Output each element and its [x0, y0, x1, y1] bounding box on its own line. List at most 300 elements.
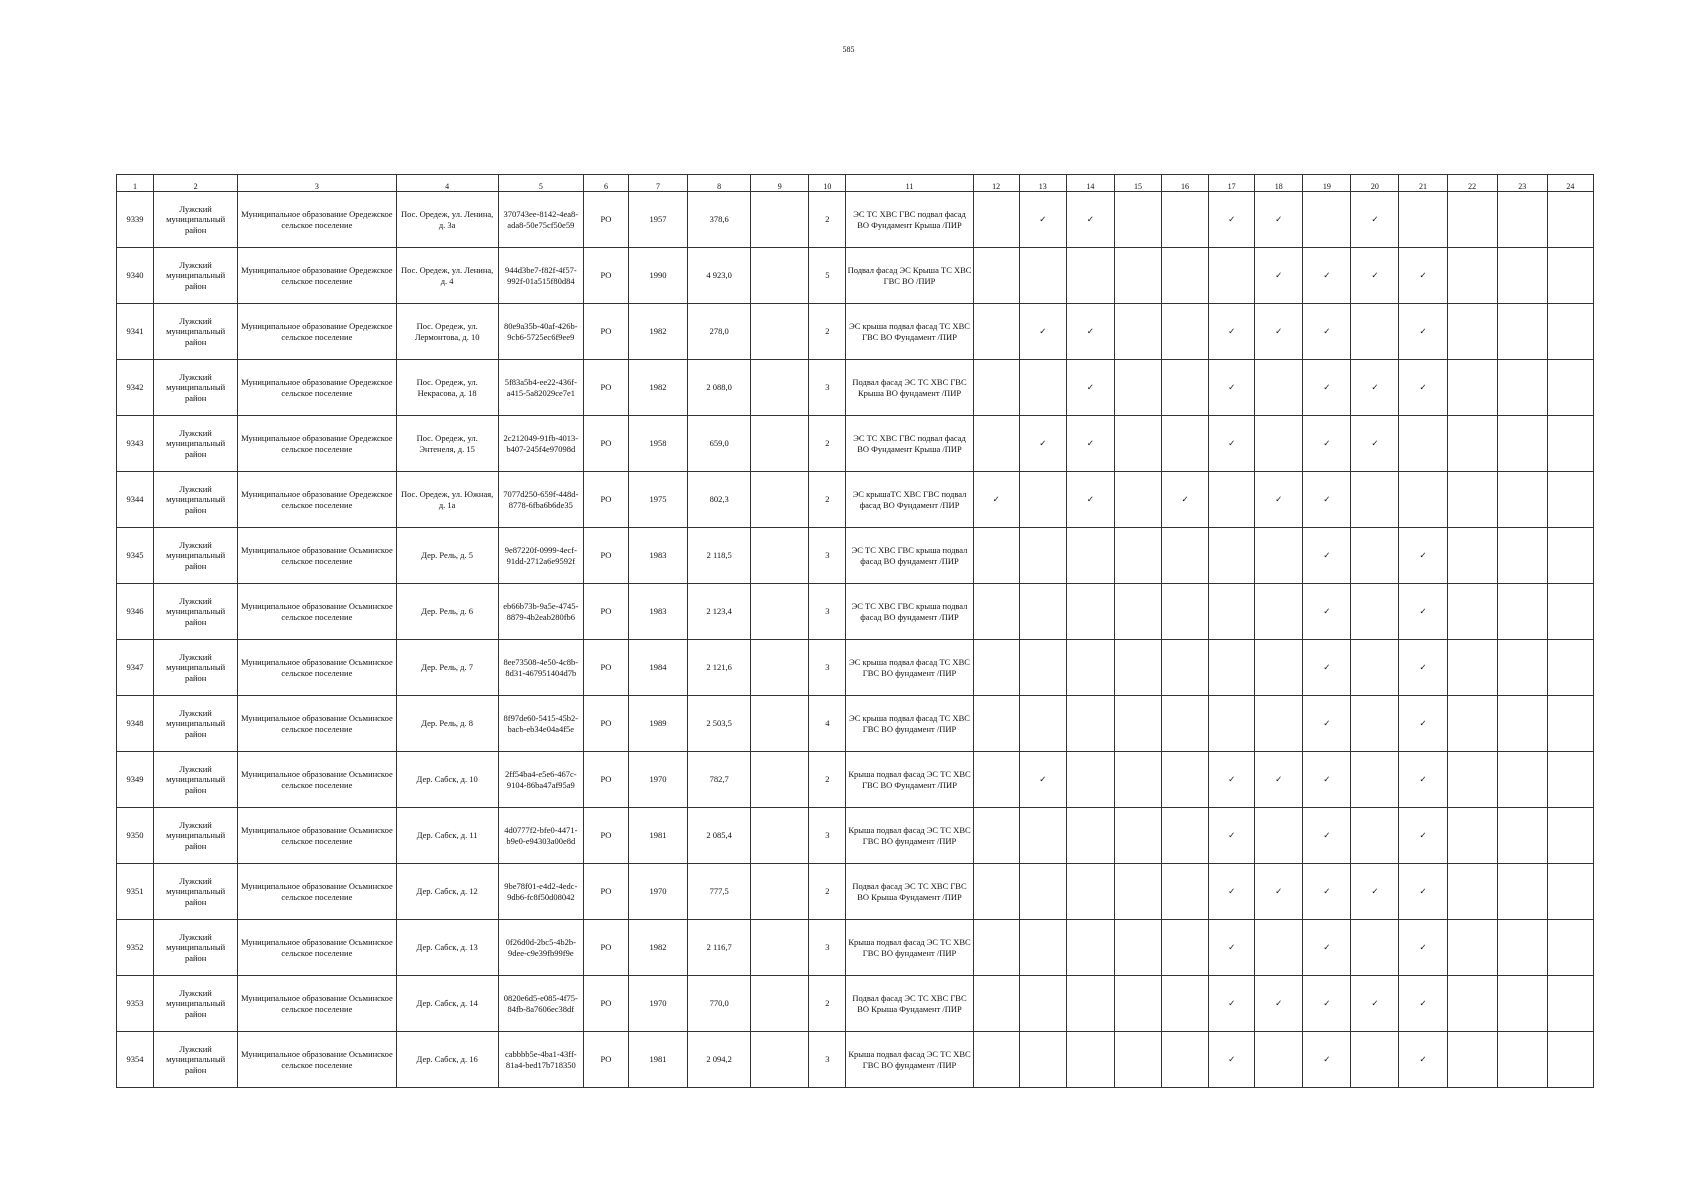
district-cell: Лужский муниципальный район: [154, 304, 238, 360]
empty-cell: [1547, 248, 1593, 304]
empty-cell: [1497, 360, 1547, 416]
empty-cell: [1547, 472, 1593, 528]
empty-cell: [1255, 808, 1303, 864]
row-number-cell: 9352: [117, 920, 154, 976]
works-list-cell: ЭС ТС ХВС ГВС подвал фасад ВО Фундамент Крыша /ПИР: [846, 192, 973, 248]
empty-cell: [1019, 864, 1066, 920]
address-cell: Пос. Оредеж, ул. Южная, д. 1а: [396, 472, 498, 528]
empty-cell: [1497, 472, 1547, 528]
table-row: [117, 920, 1594, 976]
empty-cell: [973, 696, 1019, 752]
empty-cell: [1447, 528, 1497, 584]
empty-cell: [1114, 752, 1161, 808]
empty-cell: [1209, 640, 1255, 696]
empty-cell: [1066, 1032, 1114, 1088]
year-cell: 1970: [628, 864, 687, 920]
municipality-cell: Муниципальное образование Осьминское сельское поселение: [238, 640, 396, 696]
row-number-cell: 9344: [117, 472, 154, 528]
check-mark-icon: ✓: [1399, 976, 1447, 1032]
municipality-cell: Муниципальное образование Осьминское сельское поселение: [238, 808, 396, 864]
check-mark-icon: ✓: [1303, 528, 1351, 584]
floors-cell: 3: [809, 360, 846, 416]
column-header: 11: [846, 175, 973, 192]
empty-cell: [1255, 416, 1303, 472]
row-number-cell: 9353: [117, 976, 154, 1032]
empty-cell: [1066, 920, 1114, 976]
column-9-cell: [751, 640, 809, 696]
table-row: [117, 752, 1594, 808]
check-mark-icon: ✓: [1303, 1032, 1351, 1088]
check-mark-icon: ✓: [1399, 808, 1447, 864]
district-cell: Лужский муниципальный район: [154, 808, 238, 864]
address-cell: Пос. Оредеж, ул. Лермонтова, д. 10: [396, 304, 498, 360]
empty-cell: [973, 864, 1019, 920]
empty-cell: [1066, 752, 1114, 808]
address-cell: Дер. Рель, д. 6: [396, 584, 498, 640]
row-number-cell: 9347: [117, 640, 154, 696]
year-cell: 1983: [628, 528, 687, 584]
check-mark-icon: ✓: [1399, 304, 1447, 360]
guid-cell: 4d0777f2-bfe0-4471-b9e0-e94303a00e8d: [498, 808, 583, 864]
table-row: [117, 584, 1594, 640]
floors-cell: 2: [809, 416, 846, 472]
empty-cell: [1255, 1032, 1303, 1088]
address-cell: Пос. Оредеж, ул. Ленина, д. 4: [396, 248, 498, 304]
column-header: 15: [1114, 175, 1161, 192]
empty-cell: [1547, 696, 1593, 752]
empty-cell: [973, 584, 1019, 640]
empty-cell: [1162, 528, 1209, 584]
empty-cell: [1447, 584, 1497, 640]
floors-cell: 3: [809, 808, 846, 864]
column-header: 10: [809, 175, 846, 192]
empty-cell: [1209, 528, 1255, 584]
table-body: [117, 192, 1594, 1088]
check-mark-icon: ✓: [1019, 304, 1066, 360]
row-number-cell: 9339: [117, 192, 154, 248]
works-list-cell: Подвал фасад ЭС ТС ХВС ГВС Крыша ВО фундамент /ПИР: [846, 360, 973, 416]
empty-cell: [1399, 416, 1447, 472]
check-mark-icon: ✓: [1303, 416, 1351, 472]
empty-cell: [1447, 640, 1497, 696]
empty-cell: [1351, 304, 1399, 360]
column-9-cell: [751, 1032, 809, 1088]
empty-cell: [1019, 808, 1066, 864]
empty-cell: [1447, 472, 1497, 528]
municipality-cell: Муниципальное образование Осьминское сельское поселение: [238, 584, 396, 640]
empty-cell: [1351, 696, 1399, 752]
check-mark-icon: ✓: [1351, 248, 1399, 304]
empty-cell: [1547, 864, 1593, 920]
empty-cell: [1162, 640, 1209, 696]
check-mark-icon: ✓: [1255, 248, 1303, 304]
empty-cell: [1497, 976, 1547, 1032]
floors-cell: 3: [809, 584, 846, 640]
empty-cell: [1351, 920, 1399, 976]
empty-cell: [1399, 472, 1447, 528]
area-cell: 2 123,4: [688, 584, 751, 640]
empty-cell: [1114, 696, 1161, 752]
empty-cell: [1351, 640, 1399, 696]
empty-cell: [1162, 584, 1209, 640]
municipality-cell: Муниципальное образование Оредежское сельское поселение: [238, 192, 396, 248]
table-row: [117, 248, 1594, 304]
table-row: [117, 976, 1594, 1032]
column-header: 23: [1497, 175, 1547, 192]
table-row: [117, 472, 1594, 528]
empty-cell: [1019, 360, 1066, 416]
empty-cell: [1303, 192, 1351, 248]
guid-cell: cabbbb5e-4ba1-43ff-81a4-bed17b718350: [498, 1032, 583, 1088]
empty-cell: [1162, 416, 1209, 472]
empty-cell: [1114, 976, 1161, 1032]
municipality-cell: Муниципальное образование Осьминское сельское поселение: [238, 1032, 396, 1088]
area-cell: 2 085,4: [688, 808, 751, 864]
address-cell: Дер. Рель, д. 5: [396, 528, 498, 584]
area-cell: 378,6: [688, 192, 751, 248]
column-header: 1: [117, 175, 154, 192]
check-mark-icon: ✓: [1066, 192, 1114, 248]
empty-cell: [973, 976, 1019, 1032]
empty-cell: [1547, 528, 1593, 584]
check-mark-icon: ✓: [1255, 192, 1303, 248]
district-cell: Лужский муниципальный район: [154, 976, 238, 1032]
empty-cell: [1547, 808, 1593, 864]
works-list-cell: ЭС ТС ХВС ГВС крыша подвал фасад ВО фундамент /ПИР: [846, 528, 973, 584]
check-mark-icon: ✓: [1303, 920, 1351, 976]
empty-cell: [1162, 976, 1209, 1032]
capital-repair-table: [116, 174, 1594, 1088]
column-header: 7: [628, 175, 687, 192]
area-cell: 659,0: [688, 416, 751, 472]
empty-cell: [973, 304, 1019, 360]
column-9-cell: [751, 976, 809, 1032]
check-mark-icon: ✓: [1399, 1032, 1447, 1088]
check-mark-icon: ✓: [1399, 864, 1447, 920]
address-cell: Пос. Оредеж, ул. Ленина, д. 3а: [396, 192, 498, 248]
year-cell: 1982: [628, 920, 687, 976]
table-row: [117, 696, 1594, 752]
year-cell: 1982: [628, 304, 687, 360]
area-cell: 777,5: [688, 864, 751, 920]
check-mark-icon: ✓: [1066, 360, 1114, 416]
type-cell: РО: [583, 192, 628, 248]
empty-cell: [1497, 416, 1547, 472]
municipality-cell: Муниципальное образование Осьминское сельское поселение: [238, 976, 396, 1032]
check-mark-icon: ✓: [1303, 752, 1351, 808]
empty-cell: [1162, 1032, 1209, 1088]
empty-cell: [1066, 248, 1114, 304]
column-9-cell: [751, 248, 809, 304]
area-cell: 782,7: [688, 752, 751, 808]
column-9-cell: [751, 864, 809, 920]
floors-cell: 3: [809, 640, 846, 696]
check-mark-icon: ✓: [1255, 472, 1303, 528]
page-number: 585: [842, 45, 855, 54]
municipality-cell: Муниципальное образование Оредежское сельское поселение: [238, 416, 396, 472]
column-header: 16: [1162, 175, 1209, 192]
empty-cell: [1497, 696, 1547, 752]
column-header: 5: [498, 175, 583, 192]
type-cell: РО: [583, 752, 628, 808]
works-list-cell: ЭС крыша подвал фасад ТС ХВС ГВС ВО фундамент /ПИР: [846, 640, 973, 696]
empty-cell: [1447, 416, 1497, 472]
check-mark-icon: ✓: [1303, 808, 1351, 864]
empty-cell: [1447, 360, 1497, 416]
district-cell: Лужский муниципальный район: [154, 528, 238, 584]
type-cell: РО: [583, 472, 628, 528]
address-cell: Дер. Сабск, д. 13: [396, 920, 498, 976]
empty-cell: [973, 248, 1019, 304]
row-number-cell: 9348: [117, 696, 154, 752]
empty-cell: [1019, 696, 1066, 752]
check-mark-icon: ✓: [1162, 472, 1209, 528]
guid-cell: 9be78f01-e4d2-4edc-9db6-fc8f50d08042: [498, 864, 583, 920]
floors-cell: 3: [809, 1032, 846, 1088]
district-cell: Лужский муниципальный район: [154, 696, 238, 752]
address-cell: Дер. Сабск, д. 10: [396, 752, 498, 808]
header-row: [117, 175, 1594, 192]
floors-cell: 3: [809, 920, 846, 976]
column-9-cell: [751, 472, 809, 528]
check-mark-icon: ✓: [1351, 976, 1399, 1032]
empty-cell: [1547, 416, 1593, 472]
year-cell: 1975: [628, 472, 687, 528]
empty-cell: [1547, 920, 1593, 976]
address-cell: Дер. Сабск, д. 16: [396, 1032, 498, 1088]
empty-cell: [1547, 304, 1593, 360]
empty-cell: [1547, 752, 1593, 808]
type-cell: РО: [583, 528, 628, 584]
year-cell: 1981: [628, 1032, 687, 1088]
empty-cell: [1447, 696, 1497, 752]
table-row: [117, 640, 1594, 696]
area-cell: 2 094,2: [688, 1032, 751, 1088]
municipality-cell: Муниципальное образование Осьминское сельское поселение: [238, 752, 396, 808]
empty-cell: [1255, 696, 1303, 752]
municipality-cell: Муниципальное образование Осьминское сельское поселение: [238, 528, 396, 584]
empty-cell: [1351, 1032, 1399, 1088]
works-list-cell: Подвал фасад ЭС ТС ХВС ГВС ВО Крыша Фундамент /ПИР: [846, 864, 973, 920]
check-mark-icon: ✓: [1209, 976, 1255, 1032]
check-mark-icon: ✓: [1303, 640, 1351, 696]
empty-cell: [1066, 976, 1114, 1032]
type-cell: РО: [583, 1032, 628, 1088]
empty-cell: [1399, 192, 1447, 248]
table-row: [117, 192, 1594, 248]
column-9-cell: [751, 808, 809, 864]
check-mark-icon: ✓: [1399, 584, 1447, 640]
empty-cell: [1114, 1032, 1161, 1088]
guid-cell: 5f83a5b4-ee22-436f-a415-5a82029ce7e1: [498, 360, 583, 416]
table-row: [117, 864, 1594, 920]
empty-cell: [1351, 584, 1399, 640]
works-list-cell: Крыша подвал фасад ЭС ТС ХВС ГВС ВО фундамент /ПИР: [846, 1032, 973, 1088]
empty-cell: [973, 1032, 1019, 1088]
empty-cell: [1547, 584, 1593, 640]
check-mark-icon: ✓: [1303, 696, 1351, 752]
works-list-cell: ЭС ТС ХВС ГВС подвал фасад ВО Фундамент Крыша /ПИР: [846, 416, 973, 472]
empty-cell: [1447, 976, 1497, 1032]
check-mark-icon: ✓: [1351, 192, 1399, 248]
column-header: 13: [1019, 175, 1066, 192]
empty-cell: [1162, 920, 1209, 976]
empty-cell: [1019, 920, 1066, 976]
check-mark-icon: ✓: [1399, 640, 1447, 696]
empty-cell: [1447, 304, 1497, 360]
empty-cell: [1162, 864, 1209, 920]
column-header: 6: [583, 175, 628, 192]
column-header: 19: [1303, 175, 1351, 192]
empty-cell: [1114, 528, 1161, 584]
guid-cell: 2c212049-91fb-4013-b407-245f4e97098d: [498, 416, 583, 472]
empty-cell: [1351, 808, 1399, 864]
year-cell: 1984: [628, 640, 687, 696]
address-cell: Дер. Сабск, д. 12: [396, 864, 498, 920]
area-cell: 2 116,7: [688, 920, 751, 976]
municipality-cell: Муниципальное образование Осьминское сельское поселение: [238, 696, 396, 752]
empty-cell: [973, 640, 1019, 696]
check-mark-icon: ✓: [1209, 304, 1255, 360]
guid-cell: 7077d250-659f-448d-8778-6fba6b6de35: [498, 472, 583, 528]
type-cell: РО: [583, 360, 628, 416]
check-mark-icon: ✓: [1255, 976, 1303, 1032]
column-header: 22: [1447, 175, 1497, 192]
check-mark-icon: ✓: [1351, 416, 1399, 472]
empty-cell: [1209, 248, 1255, 304]
column-9-cell: [751, 192, 809, 248]
empty-cell: [1547, 640, 1593, 696]
floors-cell: 4: [809, 696, 846, 752]
guid-cell: 944d3be7-f82f-4f57-992f-01a515f80d84: [498, 248, 583, 304]
empty-cell: [1497, 752, 1547, 808]
check-mark-icon: ✓: [1399, 752, 1447, 808]
address-cell: Дер. Рель, д. 8: [396, 696, 498, 752]
works-list-cell: ЭС крыша подвал фасад ТС ХВС ГВС ВО фундамент /ПИР: [846, 696, 973, 752]
guid-cell: 8f97de60-5415-45b2-bacb-eb34e04a4f5e: [498, 696, 583, 752]
district-cell: Лужский муниципальный район: [154, 1032, 238, 1088]
type-cell: РО: [583, 696, 628, 752]
empty-cell: [1019, 584, 1066, 640]
empty-cell: [1209, 584, 1255, 640]
area-cell: 278,0: [688, 304, 751, 360]
empty-cell: [1255, 584, 1303, 640]
check-mark-icon: ✓: [1399, 528, 1447, 584]
municipality-cell: Муниципальное образование Оредежское сельское поселение: [238, 248, 396, 304]
address-cell: Дер. Сабск, д. 14: [396, 976, 498, 1032]
empty-cell: [1019, 248, 1066, 304]
works-list-cell: Подвал фасад ЭС ТС ХВС ГВС ВО Крыша Фундамент /ПИР: [846, 976, 973, 1032]
check-mark-icon: ✓: [1303, 472, 1351, 528]
check-mark-icon: ✓: [1209, 808, 1255, 864]
guid-cell: 8ee73508-4e50-4c8b-8d31-467951404d7b: [498, 640, 583, 696]
check-mark-icon: ✓: [1209, 416, 1255, 472]
type-cell: РО: [583, 976, 628, 1032]
municipality-cell: Муниципальное образование Оредежское сельское поселение: [238, 360, 396, 416]
empty-cell: [1547, 976, 1593, 1032]
municipality-cell: Муниципальное образование Осьминское сельское поселение: [238, 864, 396, 920]
empty-cell: [973, 360, 1019, 416]
row-number-cell: 9341: [117, 304, 154, 360]
check-mark-icon: ✓: [1303, 976, 1351, 1032]
check-mark-icon: ✓: [1019, 752, 1066, 808]
column-header: 18: [1255, 175, 1303, 192]
floors-cell: 3: [809, 528, 846, 584]
column-9-cell: [751, 752, 809, 808]
district-cell: Лужский муниципальный район: [154, 472, 238, 528]
area-cell: 2 503,5: [688, 696, 751, 752]
column-header: 9: [751, 175, 809, 192]
type-cell: РО: [583, 416, 628, 472]
address-cell: Дер. Сабск, д. 11: [396, 808, 498, 864]
district-cell: Лужский муниципальный район: [154, 360, 238, 416]
empty-cell: [1114, 304, 1161, 360]
type-cell: РО: [583, 808, 628, 864]
check-mark-icon: ✓: [1399, 920, 1447, 976]
empty-cell: [1162, 304, 1209, 360]
check-mark-icon: ✓: [1255, 864, 1303, 920]
type-cell: РО: [583, 248, 628, 304]
check-mark-icon: ✓: [1209, 360, 1255, 416]
year-cell: 1957: [628, 192, 687, 248]
empty-cell: [1209, 696, 1255, 752]
empty-cell: [1255, 640, 1303, 696]
empty-cell: [1162, 248, 1209, 304]
district-cell: Лужский муниципальный район: [154, 192, 238, 248]
guid-cell: 370743ee-8142-4ea8-ada8-50e75cf50e59: [498, 192, 583, 248]
check-mark-icon: ✓: [1399, 248, 1447, 304]
check-mark-icon: ✓: [1209, 1032, 1255, 1088]
floors-cell: 2: [809, 192, 846, 248]
column-9-cell: [751, 528, 809, 584]
year-cell: 1981: [628, 808, 687, 864]
empty-cell: [973, 416, 1019, 472]
table-row: [117, 528, 1594, 584]
empty-cell: [1162, 752, 1209, 808]
row-number-cell: 9349: [117, 752, 154, 808]
table-row: [117, 304, 1594, 360]
year-cell: 1983: [628, 584, 687, 640]
column-header: 17: [1209, 175, 1255, 192]
type-cell: РО: [583, 584, 628, 640]
works-list-cell: ЭС крыша подвал фасад ТС ХВС ГВС ВО Фундамент /ПИР: [846, 304, 973, 360]
works-list-cell: ЭС ТС ХВС ГВС крыша подвал фасад ВО фундамент /ПИР: [846, 584, 973, 640]
empty-cell: [1114, 864, 1161, 920]
empty-cell: [1114, 416, 1161, 472]
empty-cell: [1497, 920, 1547, 976]
check-mark-icon: ✓: [1209, 752, 1255, 808]
area-cell: 2 088,0: [688, 360, 751, 416]
floors-cell: 2: [809, 752, 846, 808]
guid-cell: 9e87220f-0999-4ecf-91dd-2712a6e9592f: [498, 528, 583, 584]
empty-cell: [1255, 360, 1303, 416]
column-header: 12: [973, 175, 1019, 192]
area-cell: 802,3: [688, 472, 751, 528]
floors-cell: 2: [809, 864, 846, 920]
check-mark-icon: ✓: [1303, 864, 1351, 920]
year-cell: 1958: [628, 416, 687, 472]
table-row: [117, 1032, 1594, 1088]
district-cell: Лужский муниципальный район: [154, 248, 238, 304]
empty-cell: [1162, 360, 1209, 416]
check-mark-icon: ✓: [1303, 248, 1351, 304]
column-header: 8: [688, 175, 751, 192]
works-list-cell: Крыша подвал фасад ЭС ТС ХВС ГВС ВО фундамент /ПИР: [846, 920, 973, 976]
column-header: 21: [1399, 175, 1447, 192]
empty-cell: [1497, 640, 1547, 696]
row-number-cell: 9346: [117, 584, 154, 640]
empty-cell: [1447, 248, 1497, 304]
